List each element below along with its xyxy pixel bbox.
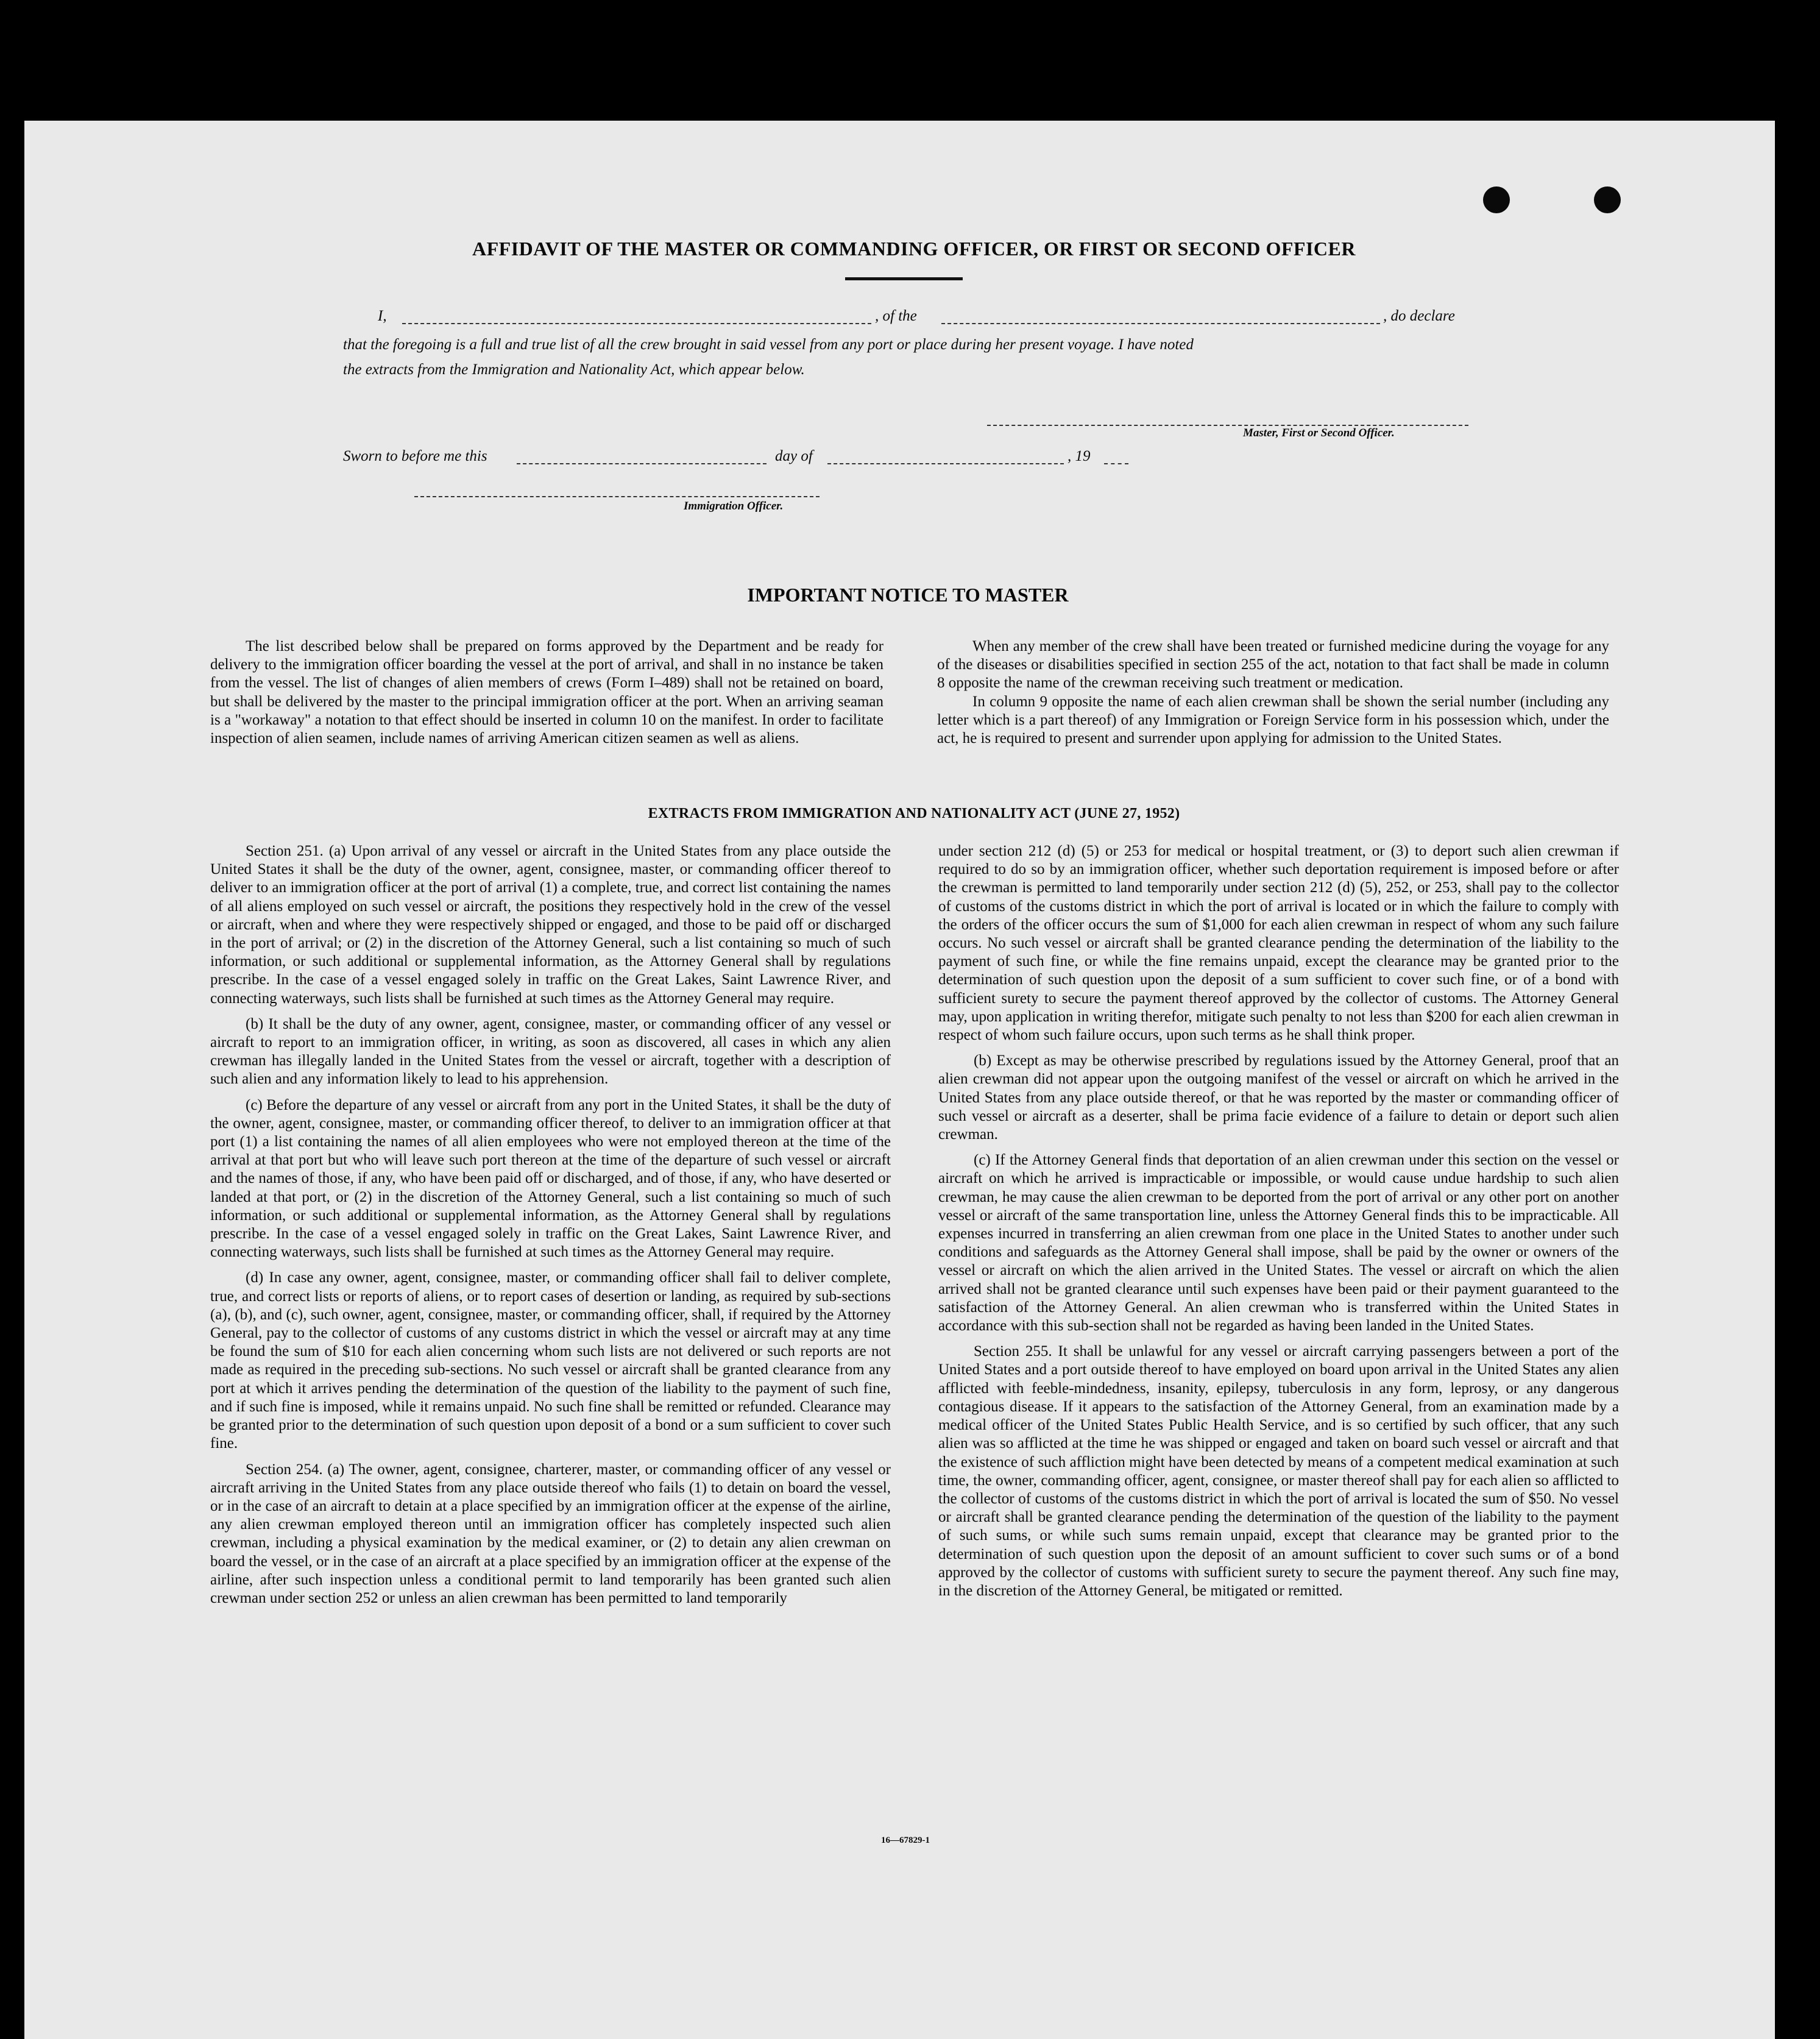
affidavit-title-rule (845, 277, 963, 280)
sworn-day-field[interactable] (517, 463, 767, 464)
notice-left-paragraph: The list described below shall be prepared on forms approved by the Department and be ready for delivery to the immigration officer boarding the vessel at the port of arrival, and shall in no instance be taken from the vessel. The list of changes of alien members of crews (Form I–489) shall not be retained on board, but shall be delivered by the master to the principal immigration officer at the port. When an arriving seaman is a "workaway" a notation to that effect should be inserted in column 10 on the manifest. In order to facilitate inspection of alien seamen, include names of arriving American citizen seamen as well as aliens. (210, 638, 883, 747)
notice-title: IMPORTANT NOTICE TO MASTER (747, 584, 1069, 606)
sworn-label: Sworn to before me this (343, 448, 487, 464)
sworn-month-field[interactable] (827, 463, 1064, 464)
year-label: , 19 (1068, 448, 1091, 464)
form-number: 16—67829-1 (881, 1835, 930, 1845)
immigration-officer-signature-line[interactable] (414, 496, 820, 497)
section-255: Section 255. It shall be unlawful for any vessel or aircraft carrying passengers between a port of the United States and a port outside thereof to have employed on board upon arrival in the United States any alien afflicted with feeble-mindedness, insanity, epilepsy, tuberculosis in any form, leprosy, or any dangerous contagious disease. If it appears to the satisfaction of the Attorney General, from an examination made by a medical officer of the United States Public Health Service, and is so certified by such officer, that any such alien was so afflicted at the time he was shipped or engaged and taken on board such vessel or aircraft and that the existence of such affliction might have been detected by means of a competent medical examination at such time, the owner, commanding officer, agent, consignee, or master thereof shall pay for each alien so afflicted to the collector of customs of the customs district in which the port of arrival is located the sum of $50. No vessel or aircraft shall be granted clearance pending the determination of the question of the liability to the payment of such sums, or while such sums remain unpaid, except that clearance may be granted prior to the determination of such question upon the deposit of an amount sufficient to cover such sums or of a bond approved by the collector of customs with sufficient surety to secure the payment thereof. Any such fine may, in the discretion of the Attorney General, be mitigated or remitted. (938, 1343, 1619, 1599)
affidavit-do-declare-label: , do declare (1383, 308, 1455, 324)
immigration-officer-caption: Immigration Officer. (684, 500, 784, 512)
section-251-a: Section 251. (a) Upon arrival of any vessel or aircraft in the United States from any place outside the United States it shall be the duty of the owner, agent, consignee, master, or commanding officer thereof to deliver to an immigration officer at the port of arrival (1) a complete, true, and correct list containing the names of all aliens employed on such vessel or aircraft, the positions they respectively hold in the crew of the vessel or aircraft, when and where they were respectively shipped or engaged, and those to be paid off or discharged in the port of arrival; or (2) in the discretion of the Attorney General, such a list containing so much of such information, or such additional or supplemental information, as the Attorney General shall by regulations prescribe. In the case of a vessel engaged solely in traffic on the Great Lakes, Saint Lawrence River, and connecting waterways, such lists shall be furnished at such times as the Attorney General may require. (210, 843, 891, 1007)
section-254-c: (c) If the Attorney General finds that deportation of an alien crewman under this section on the vessel or aircraft on which he arrived is impracticable or impossible, or would cause undue hardship to such alien crewman, he may cause the alien crewman to be deported from the port of arrival or any other port on another vessel or aircraft of the same transportation line, unless the Attorney General finds this to be impracticable. All expenses incurred in transferring an alien crewman from one place in the United States to another under such conditions and safeguards as the Attorney General shall impose, shall be paid by the owner or owners of the vessel or aircraft on which the alien arrived in the United States. The vessel or aircraft on which the alien arrived shall not be granted clearance until such expenses have been paid or their payment guaranteed to the satisfaction of the Attorney General. An alien crewman who is transferred within the United States in accordance with this sub-section shall not be regarded as having been landed in the United States. (938, 1152, 1619, 1335)
section-251-d: (d) In case any owner, agent, consignee, master, or commanding officer shall fail to deliver complete, true, and correct lists or reports of aliens, or to report cases of desertion or landing, as required by sub-sections (a), (b), and (c), such owner, agent, consignee, master, or commanding officer, shall, if required by the Attorney General, pay to the collector of customs of any customs district in which the vessel or aircraft may at any time be found the sum of $10 for each alien concerning whom such lists are not delivered or such reports are not made as required in the preceding sub-sections. No such vessel or aircraft shall be granted clearance from any port at which it arrives pending the determination of the question of the liability to the payment of such fine, and if such fine is imposed, while it remains unpaid. No such fine shall be remitted or refunded. Clearance may be granted prior to the determination of such question upon deposit of a bond or a sum sufficient to cover such fine. (210, 1269, 891, 1452)
sworn-year-field[interactable] (1104, 463, 1128, 464)
affidavit-title: AFFIDAVIT OF THE MASTER OR COMMANDING OFFICER, OR FIRST OR SECOND OFFICER (472, 238, 1356, 260)
affidavit-i-label: I, (378, 308, 387, 324)
day-of-label: day of (775, 448, 813, 464)
extracts-title: EXTRACTS FROM IMMIGRATION AND NATIONALITY ACT (JUNE 27, 1952) (648, 806, 1180, 821)
notice-right-column (937, 637, 1609, 755)
affidavit-vessel-field[interactable] (941, 323, 1380, 324)
section-254-a: Section 254. (a) The owner, agent, consignee, charterer, master, or commanding officer of any vessel or aircraft arriving in the United States from any place outside thereof who fails (1) to detain on board the vessel, or in the case of an aircraft to detain at a place specified by an immigration officer at the expense of the airline, any alien crewman employed thereon until an immigration officer has completely inspected such alien crewman, including a physical examination by the medical examiner, or (2) to detain any alien crewman on board the vessel, or in the case of an aircraft at a place specified by an immigration officer at the expense of the airline, after such inspection unless a conditional permit to land temporarily has been granted such alien crewman under section 252 or unless an alien crewman has been permitted to land temporarily (210, 1461, 891, 1606)
affidavit-name-field[interactable] (402, 323, 871, 324)
affidavit-statement-line1: that the foregoing is a full and true list of all the crew brought in said vessel from any port or place during her present voyage. I have noted (343, 336, 1194, 353)
master-signature-caption: Master, First or Second Officer. (1243, 427, 1395, 439)
notice-right-paragraph-1: When any member of the crew shall have been treated or furnished medicine during the voyage for any of the diseases or disabilities specified in section 255 of the act, notation to that fact shall be made in column 8 opposite the name of the crewman receiving such treatment or medication. (937, 638, 1609, 692)
bleed-through-heading (756, 207, 1670, 238)
notice-left-column (210, 637, 883, 755)
section-251-c: (c) Before the departure of any vessel or aircraft from any port in the United States, it shall be the duty of the owner, agent, consignee, master, or commanding officer thereof, to deliver to an immigration officer at that port (1) a list containing the names of all alien employees who were not employed thereon at the time of the arrival at that port but who will leave such port thereon at the time of the departure of such vessel or aircraft and the names of those, if any, who have been paid off or discharged, and of those, if any, who have deserted or landed at that port, or (2) in the discretion of the Attorney General, such a list containing so much of such information, or such additional or supplemental information, as the Attorney General shall by regulations prescribe. In the case of a vessel engaged solely in traffic on the Great Lakes, Saint Lawrence River, and connecting waterways, such lists shall be furnished at such times as the Attorney General may require. (210, 1096, 891, 1261)
extracts-right-column (938, 842, 1619, 1608)
section-251-b: (b) It shall be the duty of any owner, agent, consignee, master, or commanding officer of any vessel or aircraft to report to an immigration officer, in writing, as soon as discovered, all cases in which any alien crewman has illegally landed in the United States from the vessel or aircraft, together with a description of such alien and any information likely to lead to his apprehension. (210, 1015, 891, 1088)
affidavit-of-the-label: , of the (875, 308, 917, 324)
section-254-b: (b) Except as may be otherwise prescribed by regulations issued by the Attorney General, proof that an alien crewman did not appear upon the outgoing manifest of the vessel or aircraft on which he arrived in the United States from any place outside thereof, or that he was reported by the master or commanding officer of such vessel or aircraft as a deserter, shall be prima facie evidence of a failure to detain or deport such alien crewman. (938, 1052, 1619, 1143)
extracts-left-column (210, 842, 891, 1615)
master-signature-line[interactable] (987, 425, 1468, 426)
section-254-a-continued: under section 212 (d) (5) or 253 for medical or hospital treatment, or (3) to deport such alien crewman if required to do so by an immigration officer, whether such deportation requirement is imposed before or after the crewman is permitted to land temporarily under section 212 (d) (5), 252, or 253, shall pay to the collector of customs of the customs district in which the port of arrival is located or in which the failure to comply with the orders of the officer occurs the sum of $1,000 for each alien crewman in respect of whom any such failure occurs. No such vessel or aircraft shall be granted clearance pending the determination of the liability to the payment of such fine, or while the fine remains unpaid, except the clearance may be granted prior to the determination of such question upon the deposit of a sum sufficient to cover such fine, or of a bond with sufficient surety to secure the payment thereof approved by the collector of customs. The Attorney General may, upon application in writing therefor, mitigate such penalty to not less than $200 for each alien crewman in respect of whom such failure occurs, upon such terms as he shall think proper. (938, 843, 1619, 1044)
affidavit-statement-line2: the extracts from the Immigration and Nationality Act, which appear below. (343, 361, 805, 378)
notice-right-paragraph-2: In column 9 opposite the name of each alien crewman shall be shown the serial number (including any letter which is a part thereof) of any Immigration or Foreign Service form in his possession which, under the act, he is required to present and surrender upon applying for admission to the United States. (937, 693, 1609, 747)
